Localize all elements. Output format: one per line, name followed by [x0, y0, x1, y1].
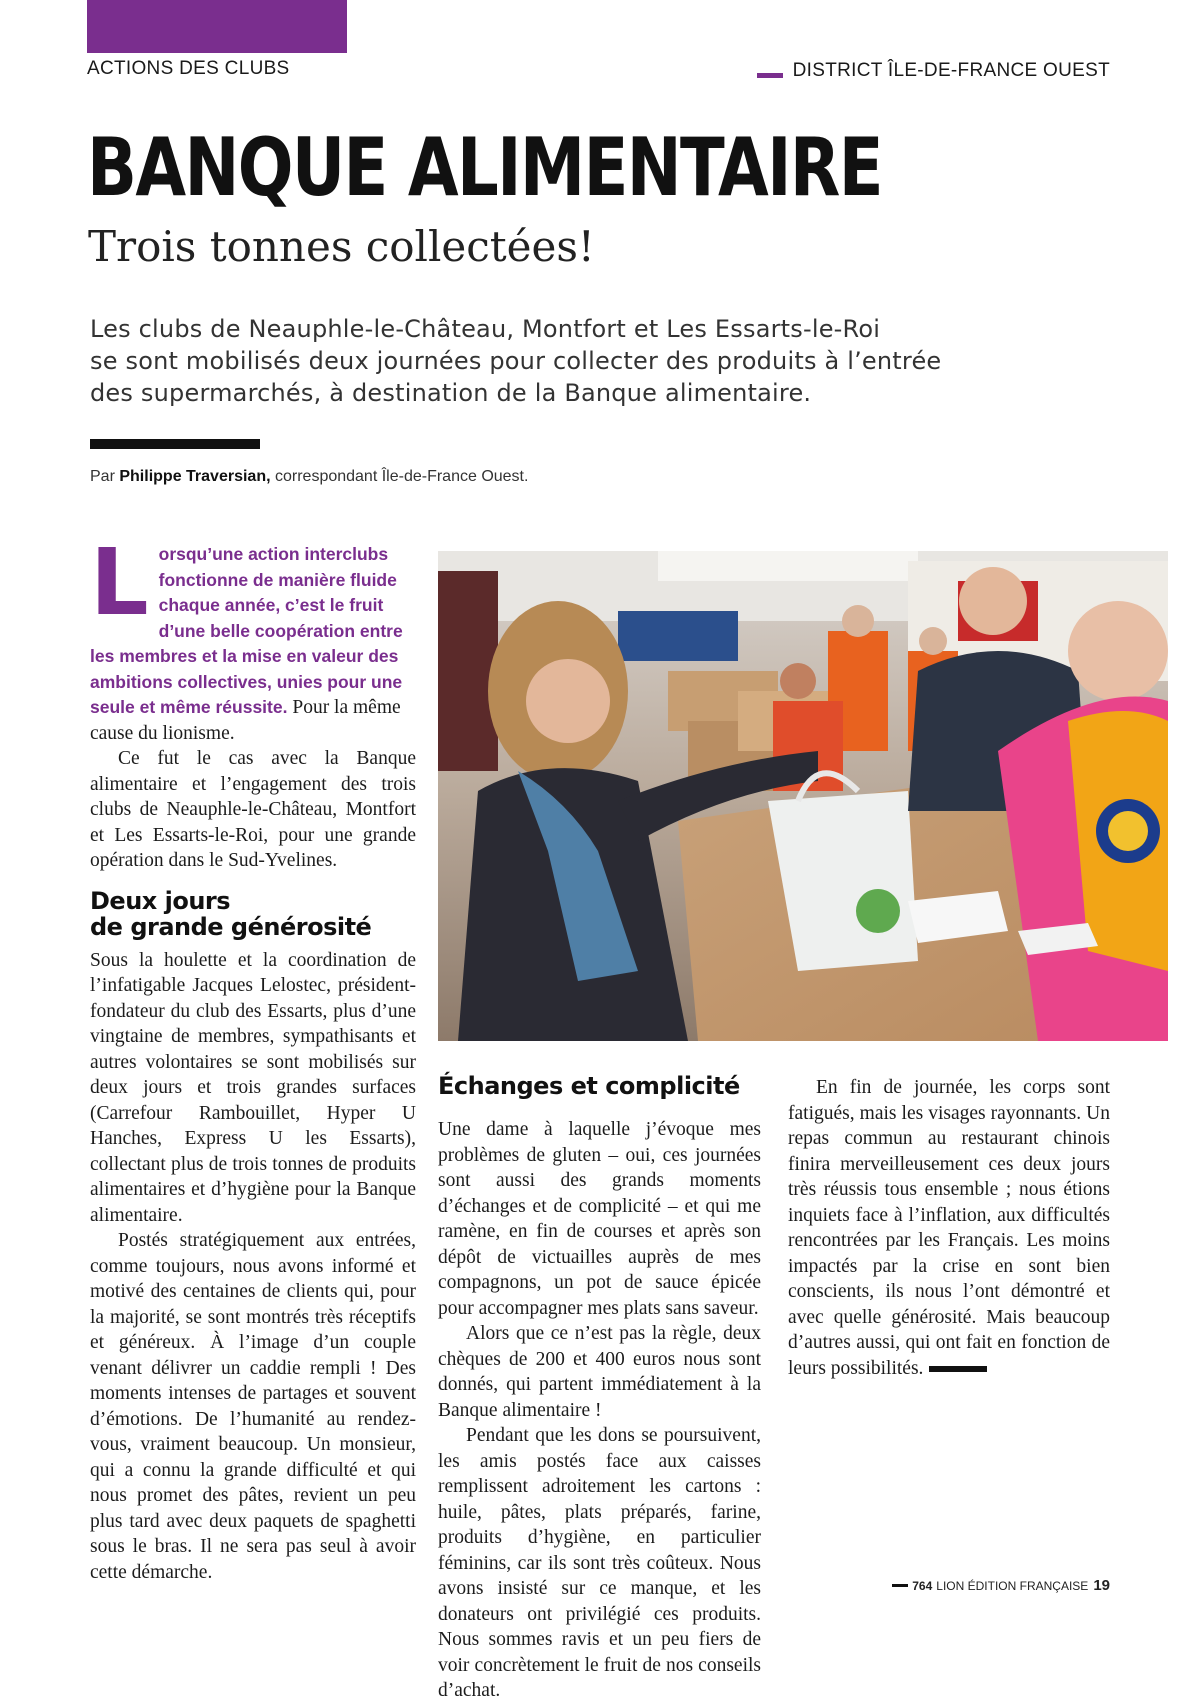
article-column-3: [788, 1075, 1110, 1381]
intro-end: Pour la même cause du lionisme.: [90, 697, 401, 744]
end-mark: [929, 1366, 987, 1372]
drop-cap: L: [90, 529, 149, 636]
district-label: [757, 60, 1110, 82]
chapeau-line: des supermarchés, à destination de la Banque alimentaire.: [90, 379, 812, 407]
article-title: BANQUE ALIMENTAIRE: [87, 121, 882, 214]
paragraph: Alors que ce n’est pas la règle, deux chèques de 200 et 400 euros nous sont donnés, qui partent immédiatement à la Banque alimentaire !: [438, 1323, 761, 1421]
paragraph-text: En fin de journée, les corps sont fatigués, mais les visages rayonnants. Un repas commun au restaurant chinois finira merveilleusement ces deux jours très réussis tous ensemble ; nous étions inquiets face à l’inflation, aux difficultés rencontrées par les Français. Les moins impactés par la crise en sont bien conscients, ils nous l’ont démontré et avec quelle générosité. Mais beaucoup d’autres aussi, qui ont fait en fonction de leurs possibilités.: [788, 1077, 1110, 1379]
byline-rule: [90, 439, 260, 449]
byline-role: correspondant Île-de-France Ouest.: [274, 468, 529, 485]
chapeau-line: Les clubs de Neauphle-le-Château, Montfort et Les Essarts-le-Roi: [90, 315, 881, 343]
footer-dash: [892, 1584, 908, 1587]
paragraph: Pendant que les dons se poursuivent, les amis postés face aux caisses remplissent adroitement les cartons : huile, pâtes, plats préparés, farine, produits d’hygiène, en particulier féminins, car ils sont très coûteux. Nous avons insisté sur ce manque, et les donateurs ont privilégié ces produits. Nous sommes ravis et un peu fiers de voir concrètement le fruit de nos conseils d’achat.: [438, 1425, 761, 1701]
subhead-line: de grande générosité: [90, 912, 372, 941]
chapeau-line: se sont mobilisés deux journées pour collecter des produits à l’entrée: [90, 347, 942, 375]
byline: [90, 468, 528, 486]
article-photo: [438, 551, 1168, 1041]
article-chapeau: [90, 313, 990, 409]
paragraph: [788, 1075, 1110, 1381]
page-footer: [892, 1577, 1110, 1594]
issue-number: 764: [912, 1578, 933, 1593]
article-column-2: [438, 1073, 761, 1704]
publication-name: LION ÉDITION FRANÇAISE: [936, 1578, 1089, 1593]
photo-illustration: [438, 551, 1168, 1041]
article-subtitle: Trois tonnes collectées!: [88, 222, 595, 271]
top-accent-bar: [87, 0, 347, 53]
article-intro: [90, 529, 416, 746]
district-dash: [757, 73, 783, 78]
page-number: 19: [1093, 1577, 1110, 1594]
subhead-deux-jours: [90, 888, 416, 940]
paragraph: Postés stratégiquement aux entrées, comme toujours, nous avons informé et motivé des centaines de clients qui, pour la majorité, se sont montrés très réceptifs et généreux. À l’image d’un couple venant délivrer un caddie rempli ! Des moments intenses de partages et souvent d’émotions. De l’humanité au rendez-vous, vraiment beaucoup. Un monsieur, qui a connu la grande difficulté et qui nous promet des pâtes, revient un peu plus tard avec deux paquets de spaghetti sous le bras. Il ne sera pas seul à avoir cette démarche.: [90, 1230, 416, 1583]
district-text: DISTRICT ÎLE-DE-FRANCE OUEST: [792, 60, 1110, 81]
article-column-1: [90, 529, 416, 1585]
paragraph: Sous la houlette et la coordination de l’infatigable Jacques Lelostec, président-fondateur du club des Essarts, plus d’une vingtaine de membres, sympathisants et autres volontaires se sont mobilisés sur deux jours et trois grandes surfaces (Carrefour Rambouillet, Hyper U Hanches, Express U les Essarts), collectant plus de trois tonnes de produits alimentaires et d’hygiène pour la Banque alimentaire.: [90, 949, 416, 1226]
byline-prefix: Par: [90, 468, 115, 485]
byline-author: Philippe Traversian,: [119, 468, 271, 485]
subhead-echanges: Échanges et complicité: [438, 1072, 740, 1100]
subhead-line: Deux jours: [90, 886, 231, 915]
section-label: ACTIONS DES CLUBS: [87, 58, 290, 79]
paragraph: Ce fut le cas avec la Banque alimentaire et l’engagement des trois clubs de Neauphle-le-Château, Montfort et Les Essarts-le-Roi, pour une grande opération dans le Sud-Yvelines.: [90, 748, 416, 871]
intro-bold: orsqu’une action interclubs fonctionne de manière fluide chaque année, c’est le fruit d’une belle coopération entre les membres et la mise en valeur des ambitions collectives, unies pour une seule et même réussite.: [90, 544, 403, 717]
paragraph: Une dame à laquelle j’évoque mes problèmes de gluten – oui, ces journées sont aussi des grands moments d’échanges et de complicité – et qui me ramène, en fin de courses et après son dépôt de victuailles auprès de mes compagnons, un pot de sauce épicée pour accompagner mes plats sans saveur.: [438, 1119, 761, 1319]
